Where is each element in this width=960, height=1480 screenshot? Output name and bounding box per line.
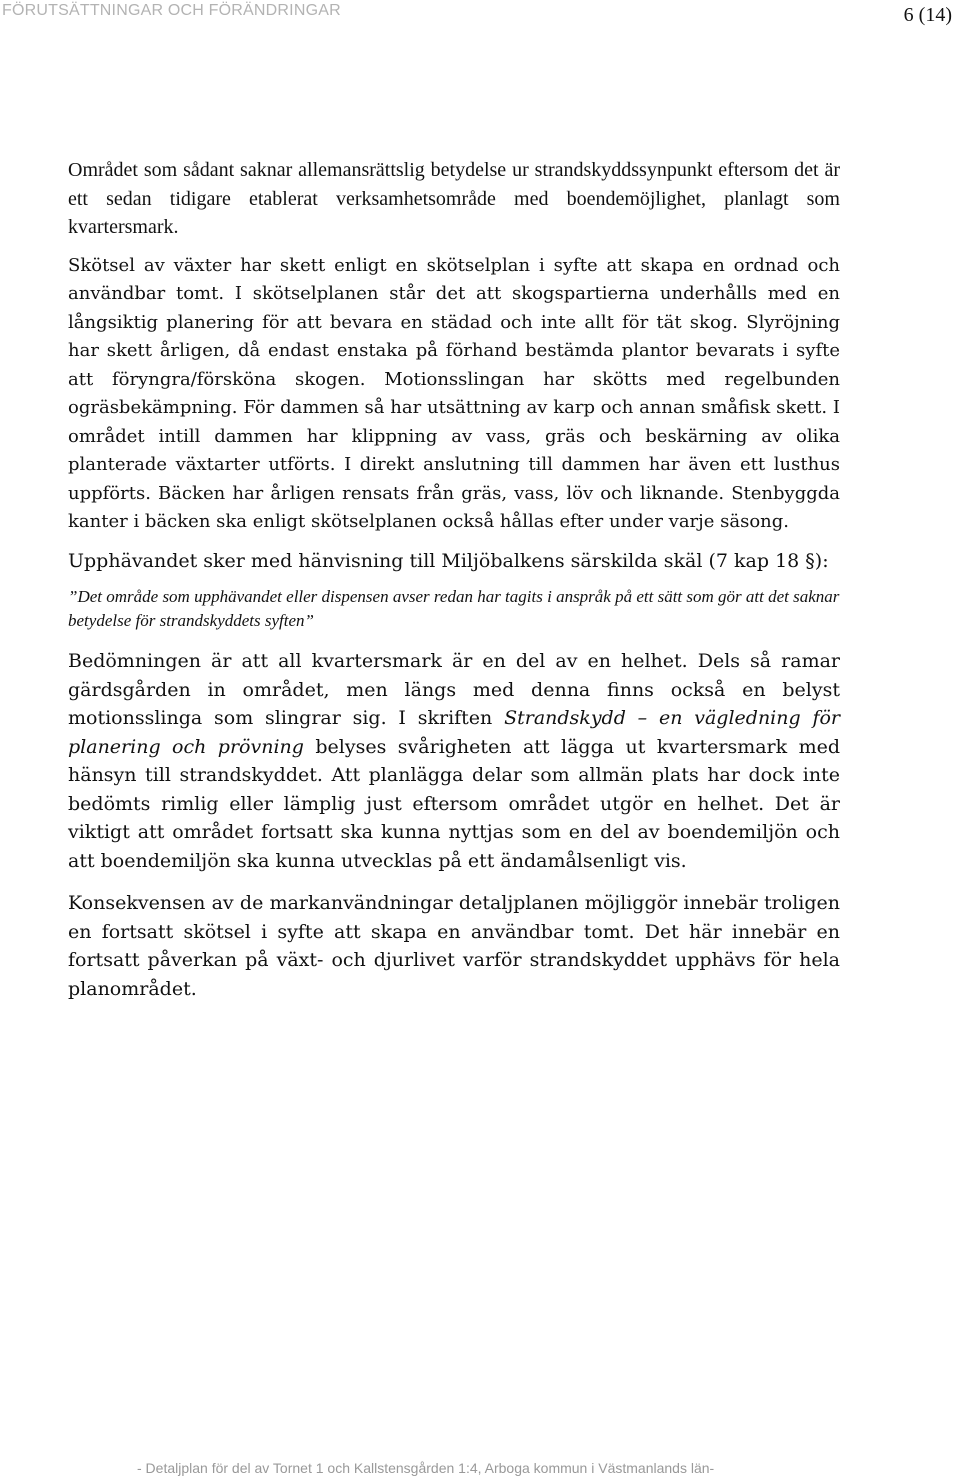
page-footer: - Detaljplan för del av Tornet 1 och Kallstensgården 1:4, Arboga kommun i Västmanlands län- xyxy=(137,1460,715,1476)
page-number: 6 (14) xyxy=(903,4,952,26)
bedomning-text-end: belyses svårigheten att lägga ut kvartersmark med hänsyn till strandskyddet. Att planlägga delar som allmän plats har dock inte bedömts rimlig eller lämplig just eftersom området utgör en helhet. Det är viktigt att området fortsatt ska kunna nyttjas som en del av boendemiljön och att boendemiljön ska kunna utvecklas på ett ändamålsenligt vis. xyxy=(68,735,841,872)
bedomning-text-start: Bedömningen är att all kvartersmark är en del av en helhet. Dels så ramar gärdsgården in området, men längs med denna finns också en belyst motionsslinga som slingrar sig. I skriften xyxy=(68,650,840,729)
paragraph-konsekvensen: Konsekvensen av de markanvändningar detaljplanen möjliggör innebär troligen en fortsatt skötsel i syfte att skapa en användbar tomt. Det här innebär en fortsatt påverkan på växt- och djurlivet varför strandskyddet upphävs för hela planområdet. xyxy=(68,892,840,1000)
section-header: FÖRUTSÄTTNINGAR OCH FÖRÄNDRINGAR xyxy=(2,2,341,19)
paragraph-upphavandet: Upphävandet sker med hänvisning till Miljöbalkens särskilda skäl (7 kap 18 §): xyxy=(68,549,829,572)
legal-quote: ”Det område som upphävandet eller dispensen avser redan har tagits i anspråk på ett sätt som gör att det saknar betydelse för strandskyddets syften” xyxy=(68,587,840,630)
paragraph-intro: Området som sådant saknar allemansrättslig betydelse ur strandskyddssynpunkt eftersom det är ett sedan tidigare etablerat verksamhetsområde med boendemöjlighet, planlagt som kvartersmark. xyxy=(68,159,840,238)
publication-title: Strandskydd – en vägledning för planering och prövning xyxy=(68,707,840,758)
document-body xyxy=(68,156,840,1003)
paragraph-bedomning xyxy=(68,647,840,875)
paragraph-skotsel: Skötsel av växter har skett enligt en skötselplan i syfte att skapa en ordnad och användbar tomt. I skötselplanen står det att skogspartierna underhålls med en långsiktig planering för att bevara en städad och inte allt för tät skog. Slyröjning har skett årligen, då endast enstaka på förhand bestämda plantor bevarats i syfte att föryngra/försköna skogen. Motionsslingan har skötts med regelbunden ogräsbekämpning. För dammen så har utsättning av karp och annan småfisk skett. I området intill dammen har klippning av vass, gräs och beskärning av olika planterade växtarter utförts. I direkt anslutning till dammen har även ett lusthus uppförts. Bäcken har årligen rensats från gräs, vass, löv och liknande. Stenbyggda kanter i bäcken ska enligt skötselplanen också hållas efter under varje säsong. xyxy=(68,254,840,532)
